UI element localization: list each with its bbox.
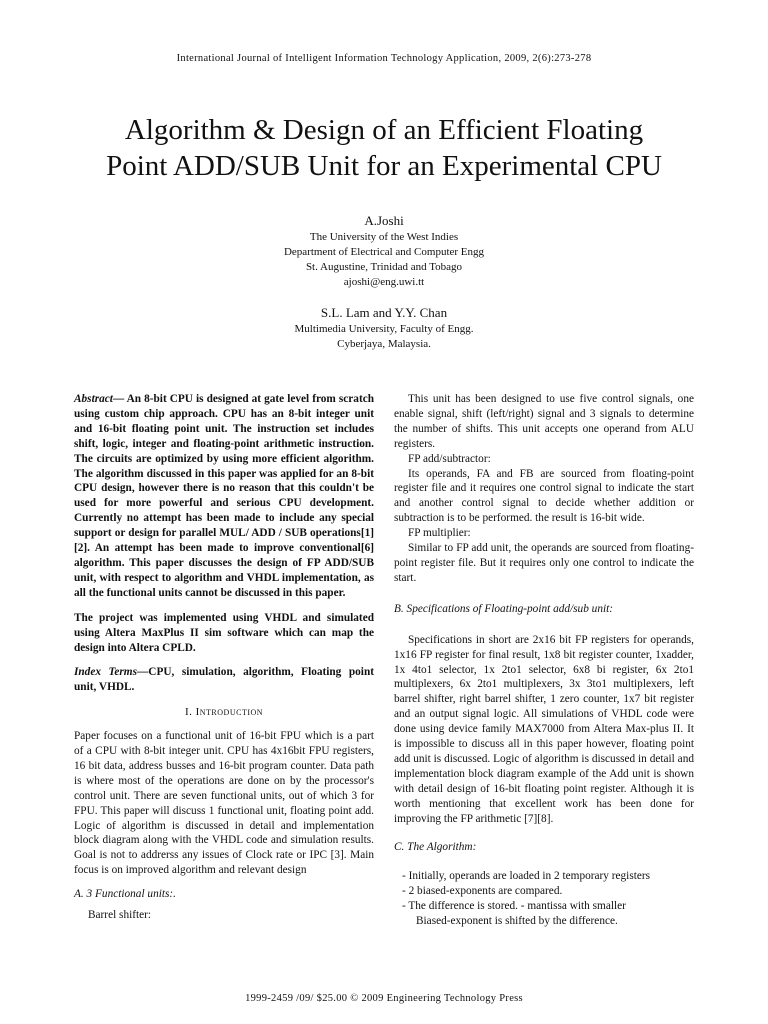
fp-add-description: Its operands, FA and FB are sourced from floating-point register file and it requires one control signal to indicate the start and another control signal to decide whether addition or subtraction is to be performed. the result is 16-bit wide. xyxy=(394,467,694,525)
author-email: ajoshi@eng.uwi.tt xyxy=(343,276,425,288)
subsection-a-heading: A. 3 Functional units:. xyxy=(74,888,176,901)
abstract xyxy=(74,392,374,601)
specifications-paragraph: Specifications in short are 2x16 bit FP registers for operands, 1x16 FP register for final result, 1x8 bit register counter, 1xadder, 1x 4to1 selector, 1x 2to1 selector, 6x8 bi register, 6x 2to1 multiplexers, 6x 2to1 multiplexers, 3x 3to1 multiplexers, left barrel shifter, right barrel shifter, 1 zero counter, 1x7 bit register and an output signal logic. All simulations of VHDL code were done using device family MAX7000 from Altera Max-plus II. It is impossible to discuss all in this paper however, floating point add unit is discussed. Logic of algorithm is discussed in detail and implementation block diagram example of the Add unit is shown with detail design of 16-bit floating point register. Although it is worth mentioning that excellent work has been done for improving the FP arithmetic [7][8]. xyxy=(394,633,694,825)
author-affiliation-line: St. Augustine, Trinidad and Tobago xyxy=(305,261,463,273)
subsection-c-heading: C. The Algorithm: xyxy=(394,841,477,854)
author-block-2 xyxy=(0,305,768,352)
author-affiliation-line: Multimedia University, Faculty of Engg. xyxy=(294,323,474,335)
fp-multiplier-label: FP multiplier: xyxy=(408,527,471,540)
journal-header: International Journal of Intelligent Information Technology Application, 2009, 2(6):273-278 xyxy=(176,53,592,64)
barrel-shifter-description: This unit has been designed to use five control signals, one enable signal, shift (left/right) signal and 3 signals to determine the number of shifts. This unit accepts one operand from ALU registers. xyxy=(394,393,694,450)
left-column xyxy=(74,392,374,923)
paper-title xyxy=(40,112,728,184)
index-terms xyxy=(74,665,374,695)
section-heading-introduction xyxy=(74,705,374,720)
author-affiliation-line: The University of the West Indies xyxy=(309,231,459,243)
author-name: S.L. Lam and Y.Y. Chan xyxy=(320,305,448,320)
author-block-1 xyxy=(0,213,768,290)
section-number: I. xyxy=(184,706,196,719)
algorithm-step: - 2 biased-exponents are compared. xyxy=(402,885,563,898)
author-affiliation-line: Cyberjaya, Malaysia. xyxy=(337,338,431,350)
index-terms-text: CPU, simulation, algorithm, Floating point unit, VHDL. xyxy=(74,666,374,694)
algorithm-step-continuation: Biased-exponent is shifted by the difference. xyxy=(416,915,618,928)
title-line-1: Algorithm & Design of an Efficient Floating xyxy=(124,114,644,146)
author-affiliation-line: Department of Electrical and Computer Engg xyxy=(283,246,485,258)
right-column xyxy=(394,392,694,929)
copyright-footer: 1999-2459 /09/ $25.00 © 2009 Engineering Technology Press xyxy=(245,993,523,1004)
title-line-2: Point ADD/SUB Unit for an Experimental CPU xyxy=(106,150,662,182)
introduction-paragraph: Paper focuses on a functional unit of 16-bit FPU which is a part of a CPU with 8-bit integer unit. CPU has 4x16bit FPU registers, 16 bit data, address busses and 16-bit program counter. Data path is where most of the operations are done on by the processor's control unit. There are seven functional units, out of which 3 for FPU. This paper will discuss 1 functional unit, floating point add. Logic of algorithm is discussed in detail and implementation block diagram along with the VHDL code and simulation results. Goal is not to addrerss any issues of Clock rate or IPC [3]. Main focus is on improved algorithm and relevant design xyxy=(74,730,374,877)
abstract-text: An 8-bit CPU is designed at gate level from scratch using custom chip approach. CPU has an 8-bit integer unit and 16-bit floating point unit. The instruction set includes shift, logic, integer and floating-point arithmetic instruction. The circuits are optimized by using more efficient algorithm. The algorithm discussed in this paper was applied for an 8-bit CPU design, however there is no reason that this couldn't be used for more powerful and serious CPU development. Currently no attempt has been made to include any special support or design for parallel MUL/ ADD / SUB operations[1][2]. An attempt has been made to improve conventional[6] algorithm. This paper discusses the design of FP ADD/SUB unit, with respect to algorithm and VHDL implementation, as all the functional units cannot be discussed in this paper. xyxy=(74,393,375,599)
subsection-b-heading: B. Specifications of Floating-point add/sub unit: xyxy=(394,602,614,615)
project-statement: The project was implemented using VHDL and simulated using Altera MaxPlus II sim software which can map the design into Altera CPLD. xyxy=(74,611,374,654)
algorithm-step: - Initially, operands are loaded in 2 temporary registers xyxy=(402,870,651,883)
author-name: A.Joshi xyxy=(364,213,404,228)
index-terms-dash: — xyxy=(137,666,149,679)
fp-add-label: FP add/subtractor: xyxy=(408,452,491,465)
section-title: Introduction xyxy=(195,706,264,719)
index-terms-label: Index Terms xyxy=(74,666,137,679)
barrel-shifter-label: Barrel shifter: xyxy=(88,909,152,922)
algorithm-step: - The difference is stored. - mantissa with smaller xyxy=(402,900,626,913)
abstract-label: Abstract xyxy=(74,393,113,405)
fp-multiplier-description: Similar to FP add unit, the operands are sourced from floating-point register file. But it requires only one control to indicate the start. xyxy=(394,542,694,584)
abstract-dash: — xyxy=(112,393,127,405)
